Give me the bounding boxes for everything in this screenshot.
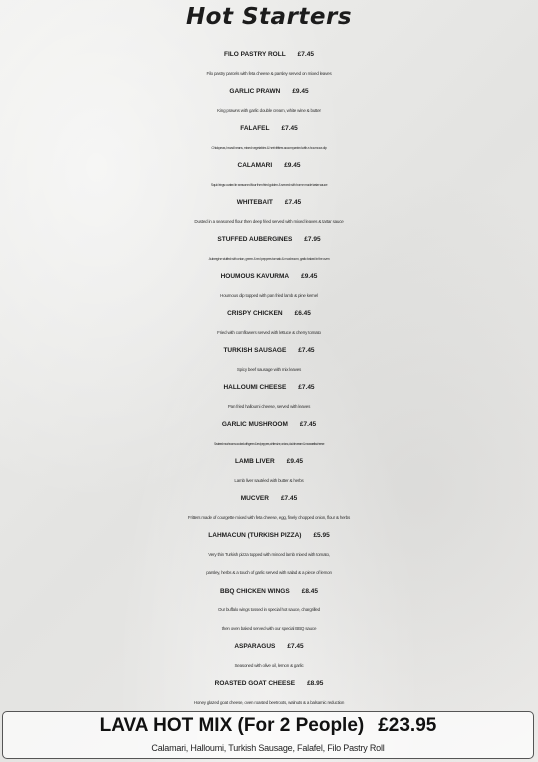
menu-item xyxy=(0,268,538,305)
menu-item-name: GARLIC PRAWN xyxy=(229,88,281,95)
menu-item xyxy=(0,305,538,342)
menu-item-description: Our buffalo wings tossed in special hot sauce, chargrilled xyxy=(218,607,320,612)
menu-item-price: £7.45 xyxy=(284,199,302,206)
menu-item-price: £7.45 xyxy=(281,125,298,132)
menu-item-heading xyxy=(0,638,538,657)
special-box xyxy=(2,711,534,759)
menu-item-price: £8.95 xyxy=(307,680,324,687)
menu-item xyxy=(0,157,538,194)
menu-item-heading xyxy=(0,83,538,102)
menu-item-heading xyxy=(0,157,538,176)
menu-item-price: £8.45 xyxy=(301,587,318,595)
menu-item-heading xyxy=(0,583,538,602)
page-title: Hot Starters xyxy=(185,4,353,30)
menu-item-price: £7.95 xyxy=(304,236,321,243)
menu-item-price: £7.45 xyxy=(298,384,315,391)
menu-item-name: HALLOUMI CHEESE xyxy=(223,384,287,391)
menu-item-description: Dusted in a seasoned flour then deep fried served with mixed leaves & tartar sauce xyxy=(194,218,344,224)
menu-item-name: TURKISH SAUSAGE xyxy=(223,347,287,354)
menu-item-heading xyxy=(0,120,538,139)
special-description: Calamari, Halloumi, Turkish Sausage, Falafel, Filo Pastry Roll xyxy=(151,743,385,753)
special-price: £23.95 xyxy=(378,715,437,736)
menu-item xyxy=(0,46,538,83)
menu-item-heading xyxy=(0,527,538,546)
menu-item-name: FALAFEL xyxy=(240,125,270,132)
menu-item xyxy=(0,675,538,712)
menu-item-heading xyxy=(0,342,538,361)
menu-item-description: Filo pastry parcels with feta cheese & parsley served on mixed leaves xyxy=(206,70,332,76)
menu-item-name: BBQ CHICKEN WINGS xyxy=(220,587,290,595)
menu-item xyxy=(0,342,538,379)
menu-item-price: £7.45 xyxy=(298,347,315,354)
menu-item-price: £6.45 xyxy=(294,310,311,317)
menu-item-price: £7.45 xyxy=(280,495,298,502)
menu-item xyxy=(0,379,538,416)
menu-item-price: £7.45 xyxy=(299,421,317,428)
menu-item-heading xyxy=(0,46,538,65)
menu-item-description: Honey glazed goat cheese, oven roasted beetroots, walnuts & a balsamic reduction xyxy=(193,699,345,705)
menu-item-description: Squid rings coated in seasoned flour then fried golden & served with home made tartar sauce xyxy=(210,182,328,187)
menu-item-name: FILO PASTRY ROLL xyxy=(224,51,286,58)
menu-item-name: CRISPY CHICKEN xyxy=(227,310,283,317)
menu-item-heading xyxy=(0,416,538,435)
menu-list xyxy=(0,46,538,712)
menu-item-heading xyxy=(0,231,538,250)
menu-item-description: Aubergine stuffed with onion, green & red peppers tomato & mushroom, garlic baked in the oven xyxy=(208,256,330,261)
menu-item-price: £7.45 xyxy=(287,643,304,650)
menu-item xyxy=(0,638,538,675)
menu-item xyxy=(0,231,538,268)
menu-item-price: £9.45 xyxy=(284,162,301,169)
special-heading xyxy=(3,715,533,737)
menu-item xyxy=(0,490,538,527)
menu-item-price: £7.45 xyxy=(297,51,314,58)
menu-item-name: WHITEBAIT xyxy=(236,199,273,206)
menu-item-description: then oven baked served with our special BBQ sauce xyxy=(221,625,317,631)
menu-item-description: Lamb liver sautéed with butter & herbs xyxy=(234,477,304,483)
menu-item-heading xyxy=(0,268,538,287)
menu-item-description: Seasoned with olive oil, lemon & garlic xyxy=(234,662,304,668)
menu-item xyxy=(0,583,538,639)
menu-item-heading xyxy=(0,379,538,398)
menu-item-heading xyxy=(0,675,538,694)
menu-item-price: £9.45 xyxy=(301,273,318,280)
menu-item-description: Sauteed mushrooms cooked with green & red peppers, white wine, onions, double cream & mozzarella cheese xyxy=(213,441,325,446)
menu-item-price: £9.45 xyxy=(292,88,309,95)
menu-item-description: Spicy beef sausage with mix leaves xyxy=(236,366,302,372)
menu-item-name: STUFFED AUBERGINES xyxy=(217,236,293,243)
menu-item xyxy=(0,453,538,490)
menu-item-name: LAMB LIVER xyxy=(234,458,275,465)
menu-item-price: £5.95 xyxy=(313,532,330,539)
menu-item-price: £9.45 xyxy=(286,458,303,465)
menu-item-name: LAHMACUN (TURKISH PIZZA) xyxy=(208,532,302,539)
menu-item-name: ASPARAGUS xyxy=(234,643,276,650)
menu-item-description: parsley, herbs & a touch of garlic served with salad & a piece of lemon xyxy=(206,570,332,575)
menu-item-heading xyxy=(0,305,538,324)
special-name: LAVA HOT MIX (For 2 People) xyxy=(99,715,365,736)
menu-item-name: MUCVER xyxy=(240,495,269,502)
menu-item-heading xyxy=(0,194,538,213)
menu-item xyxy=(0,527,538,583)
menu-item-description: Fritters made of courgette mixed with feta cheese, egg, finely chopped onion, flour & herbs xyxy=(187,514,351,520)
menu-item-description: Pan fried halloumi cheese, served with leaves xyxy=(227,403,311,409)
menu-item-name: ROASTED GOAT CHEESE xyxy=(214,680,296,687)
menu-item-description: Houmous dip topped with pan fried lamb & pine kernel xyxy=(220,292,318,298)
menu-item-name: GARLIC MUSHROOM xyxy=(221,421,288,428)
menu-item-heading xyxy=(0,453,538,472)
menu-item-description: Chickpeas, broad beans, mixed vegetables & herb fritters accompanied with a houmous dip xyxy=(211,145,327,150)
menu-item-name: HOUMOUS KAVURMA xyxy=(220,273,290,280)
menu-item-name: CALAMARI xyxy=(237,162,273,169)
menu-item-description: Very thin Turkish pizza topped with minced lamb mixed with tomato, xyxy=(208,551,330,557)
menu-item xyxy=(0,416,538,453)
menu-item xyxy=(0,83,538,120)
menu-item xyxy=(0,120,538,157)
menu-item xyxy=(0,194,538,231)
menu-item-description: King prawns with garlic double cream, white wine & butter xyxy=(217,107,321,113)
menu-item-description: Fried with cornflowers served with lettuce & cherry tomato xyxy=(217,329,321,335)
menu-item-heading xyxy=(0,490,538,509)
